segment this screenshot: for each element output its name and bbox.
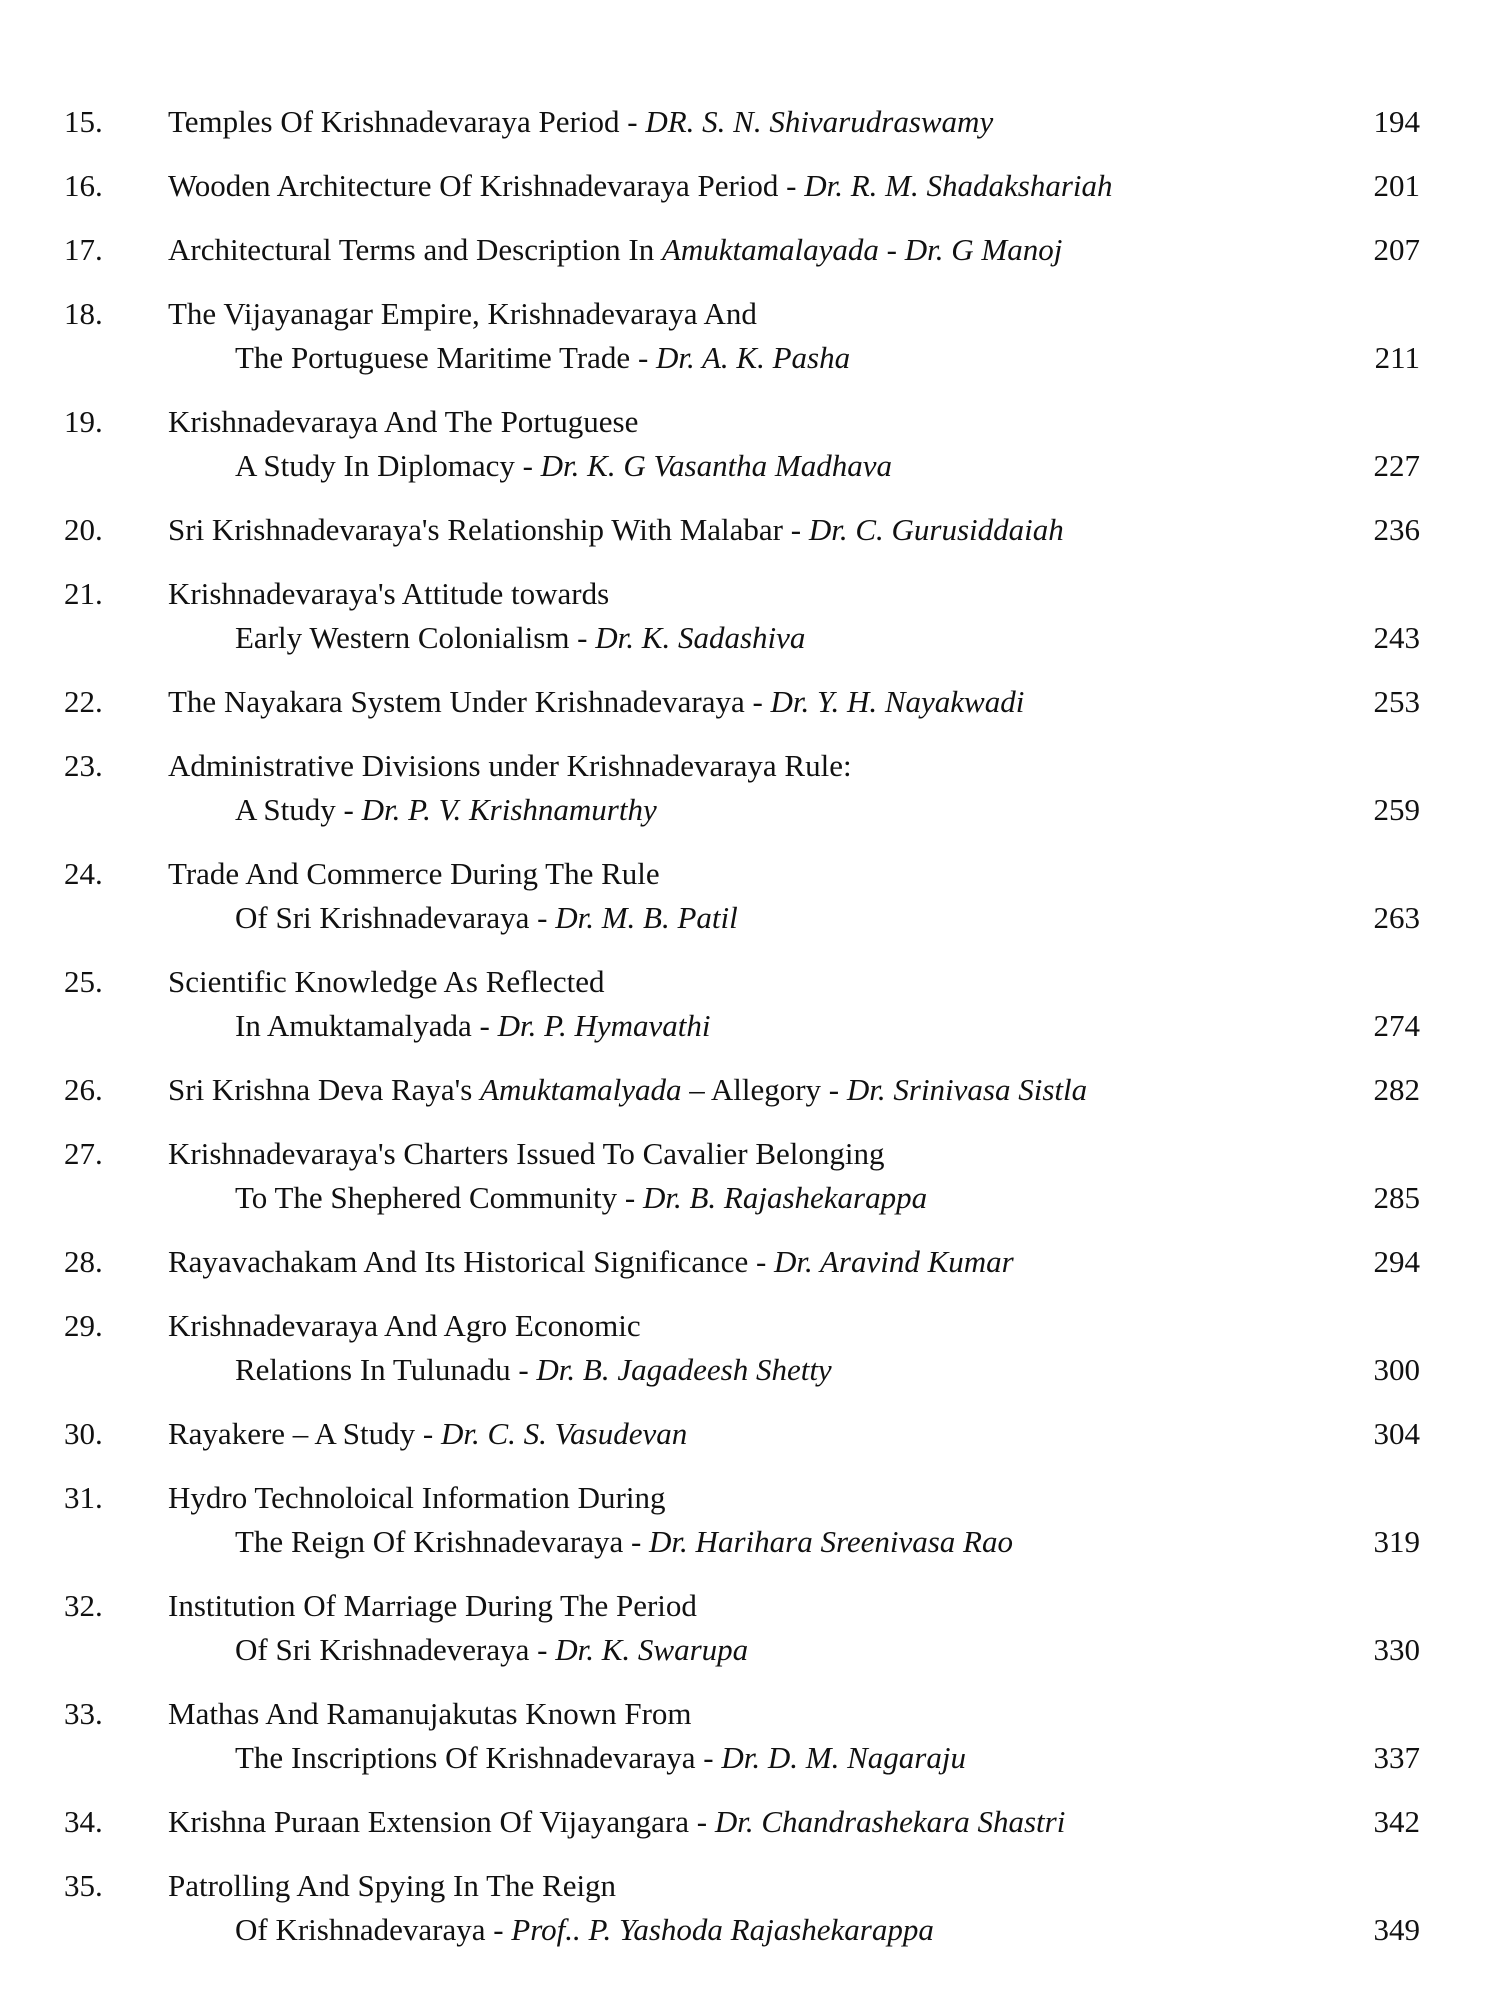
toc-entry xyxy=(0,1864,1500,1972)
entry-number: 19. xyxy=(64,404,103,439)
entry-page-number: 236 xyxy=(1373,512,1420,547)
toc-entry xyxy=(0,1068,1500,1132)
entry-author: Dr. A. K. Pasha xyxy=(656,340,851,375)
entry-page-number: 330 xyxy=(1373,1632,1420,1667)
entry-number: 27. xyxy=(64,1136,103,1171)
entry-page-number: 294 xyxy=(1373,1244,1420,1279)
entry-title-continued xyxy=(235,616,805,660)
toc-entry xyxy=(0,1692,1500,1800)
entry-title: Institution Of Marriage During The Period xyxy=(168,1588,697,1623)
entry-title-text: The Inscriptions Of Krishnadevaraya - xyxy=(235,1740,722,1775)
entry-page-number: 342 xyxy=(1373,1804,1420,1839)
entry-title: Patrolling And Spying In The Reign xyxy=(168,1868,617,1903)
entry-number: 17. xyxy=(64,232,103,267)
entry-page-number: 253 xyxy=(1373,684,1420,719)
entry-title-continued xyxy=(235,1176,927,1220)
toc-entry xyxy=(0,228,1500,292)
entry-title: Krishnadevaraya And Agro Economic xyxy=(168,1308,641,1343)
entry-title xyxy=(168,508,1064,552)
entry-page-number: 337 xyxy=(1373,1740,1420,1775)
entry-title-continued xyxy=(235,1520,1013,1564)
entry-title-text: A Study - xyxy=(235,792,362,827)
entry-author: Dr. C. S. Vasudevan xyxy=(440,1416,688,1451)
entry-title: Scientific Knowledge As Reflected xyxy=(168,964,605,999)
entry-title-continued xyxy=(235,1908,934,1952)
entry-page-number: 227 xyxy=(1373,448,1420,483)
entry-title-text: The Portuguese Maritime Trade - xyxy=(235,340,657,375)
toc-entry xyxy=(0,852,1500,960)
entry-title-text: In Amuktamalyada - xyxy=(235,1008,498,1043)
entry-page-number: 304 xyxy=(1373,1416,1420,1451)
entry-number: 33. xyxy=(64,1696,103,1731)
toc-entry xyxy=(0,1240,1500,1304)
entry-title-text: Rayakere – A Study - xyxy=(168,1416,441,1451)
entry-title-text: – Allegory - xyxy=(681,1072,847,1107)
entry-title-text: Sri Krishna Deva Raya's xyxy=(168,1072,481,1107)
entry-title-continued xyxy=(235,1004,711,1048)
entry-author: Dr. R. M. Shadakshariah xyxy=(804,168,1113,203)
entry-title-text: Of Sri Krishnadeveraya - xyxy=(235,1632,556,1667)
entry-title-text: Rayavachakam And Its Historical Significance - xyxy=(168,1244,775,1279)
toc-entry xyxy=(0,1132,1500,1240)
entry-title-continued xyxy=(235,1736,966,1780)
entry-title xyxy=(168,680,1024,724)
entry-number: 29. xyxy=(64,1308,103,1343)
entry-title: Mathas And Ramanujakutas Known From xyxy=(168,1696,692,1731)
entry-title-continued xyxy=(235,896,738,940)
table-of-contents xyxy=(0,100,1500,1972)
toc-entry xyxy=(0,1412,1500,1476)
entry-number: 30. xyxy=(64,1416,103,1451)
entry-title-continued xyxy=(235,336,850,380)
entry-page-number: 300 xyxy=(1373,1352,1420,1387)
entry-number: 23. xyxy=(64,748,103,783)
entry-title-text: The Nayakara System Under Krishnadevaraya - xyxy=(168,684,771,719)
entry-number: 20. xyxy=(64,512,103,547)
entry-author: DR. S. N. Shivarudraswamy xyxy=(645,104,994,139)
entry-number: 21. xyxy=(64,576,103,611)
entry-number: 32. xyxy=(64,1588,103,1623)
toc-entry xyxy=(0,680,1500,744)
entry-title-text: Wooden Architecture Of Krishnadevaraya Period - xyxy=(168,168,805,203)
entry-title-text: Architectural Terms and Description In xyxy=(168,232,662,267)
entry-title-text: Krishna Puraan Extension Of Vijayangara - xyxy=(168,1804,715,1839)
entry-title: Krishnadevaraya And The Portuguese xyxy=(168,404,639,439)
entry-title-text: Of Krishnadevaraya - xyxy=(235,1912,512,1947)
entry-title: Hydro Technoloical Information During xyxy=(168,1480,666,1515)
entry-author: Dr. M. B. Patil xyxy=(555,900,738,935)
toc-entry xyxy=(0,292,1500,400)
entry-page-number: 349 xyxy=(1373,1912,1420,1947)
entry-author: Dr. K. Sadashiva xyxy=(595,620,806,655)
entry-title-text: Early Western Colonialism - xyxy=(235,620,596,655)
entry-page-number: 274 xyxy=(1373,1008,1420,1043)
entry-title xyxy=(168,1800,1065,1844)
toc-entry xyxy=(0,508,1500,572)
entry-title-continued xyxy=(235,1628,748,1672)
entry-author: Dr. P. Hymavathi xyxy=(497,1008,711,1043)
toc-entry xyxy=(0,572,1500,680)
entry-number: 31. xyxy=(64,1480,103,1515)
entry-author: Dr. Srinivasa Sistla xyxy=(846,1072,1088,1107)
entry-page-number: 259 xyxy=(1373,792,1420,827)
entry-author: Prof.. P. Yashoda Rajashekarappa xyxy=(511,1912,934,1947)
entry-author: Dr. K. G Vasantha Madhava xyxy=(540,448,893,483)
entry-title-text: The Reign Of Krishnadevaraya - xyxy=(235,1524,650,1559)
toc-entry xyxy=(0,164,1500,228)
entry-author: Dr. K. Swarupa xyxy=(555,1632,749,1667)
entry-work-title: Amuktamalyada xyxy=(480,1072,682,1107)
entry-author: Dr. C. Gurusiddaiah xyxy=(808,512,1064,547)
toc-entry xyxy=(0,1800,1500,1864)
entry-number: 25. xyxy=(64,964,103,999)
toc-entry xyxy=(0,1476,1500,1584)
entry-page-number: 263 xyxy=(1373,900,1420,935)
entry-title-text: Sri Krishnadevaraya's Relationship With Malabar - xyxy=(168,512,809,547)
entry-title-continued xyxy=(235,788,657,832)
entry-title-text: Temples Of Krishnadevaraya Period - xyxy=(168,104,646,139)
entry-title-text: Relations In Tulunadu - xyxy=(235,1352,537,1387)
entry-title-text: A Study In Diplomacy - xyxy=(235,448,541,483)
entry-author: Amuktamalayada - Dr. G Manoj xyxy=(661,232,1063,267)
entry-page-number: 243 xyxy=(1373,620,1420,655)
toc-entry xyxy=(0,1584,1500,1692)
entry-author: Dr. Chandrashekara Shastri xyxy=(714,1804,1066,1839)
toc-entry xyxy=(0,744,1500,852)
entry-author: Dr. D. M. Nagaraju xyxy=(721,1740,966,1775)
entry-title-continued xyxy=(235,1348,832,1392)
entry-page-number: 211 xyxy=(1374,340,1420,375)
toc-entry xyxy=(0,960,1500,1068)
entry-page-number: 201 xyxy=(1373,168,1420,203)
entry-author: Dr. Harihara Sreenivasa Rao xyxy=(649,1524,1013,1559)
entry-author: Dr. B. Jagadeesh Shetty xyxy=(536,1352,832,1387)
entry-page-number: 194 xyxy=(1373,104,1420,139)
entry-number: 16. xyxy=(64,168,103,203)
toc-entry xyxy=(0,400,1500,508)
entry-title xyxy=(168,1068,1087,1112)
entry-page-number: 285 xyxy=(1373,1180,1420,1215)
entry-title-continued xyxy=(235,444,892,488)
entry-author: Dr. Aravind Kumar xyxy=(774,1244,1014,1279)
entry-title-text: Of Sri Krishnadevaraya - xyxy=(235,900,556,935)
entry-number: 18. xyxy=(64,296,103,331)
entry-page-number: 319 xyxy=(1373,1524,1420,1559)
entry-title xyxy=(168,100,993,144)
entry-author: Dr. B. Rajashekarappa xyxy=(642,1180,928,1215)
entry-number: 22. xyxy=(64,684,103,719)
entry-title xyxy=(168,164,1113,208)
entry-number: 35. xyxy=(64,1868,103,1903)
entry-author: Dr. P. V. Krishnamurthy xyxy=(361,792,657,827)
entry-title xyxy=(168,228,1062,272)
entry-title: Administrative Divisions under Krishnadevaraya Rule: xyxy=(168,748,852,783)
entry-number: 26. xyxy=(64,1072,103,1107)
entry-page-number: 282 xyxy=(1373,1072,1420,1107)
entry-number: 28. xyxy=(64,1244,103,1279)
entry-author: Dr. Y. H. Nayakwadi xyxy=(770,684,1025,719)
entry-number: 24. xyxy=(64,856,103,891)
entry-number: 15. xyxy=(64,104,103,139)
entry-title: Trade And Commerce During The Rule xyxy=(168,856,660,891)
entry-number: 34. xyxy=(64,1804,103,1839)
entry-title-text: To The Shephered Community - xyxy=(235,1180,643,1215)
entry-title: Krishnadevaraya's Attitude towards xyxy=(168,576,610,611)
entry-title xyxy=(168,1240,1014,1284)
entry-page-number: 207 xyxy=(1373,232,1420,267)
toc-entry xyxy=(0,1304,1500,1412)
entry-title: The Vijayanagar Empire, Krishnadevaraya And xyxy=(168,296,757,331)
entry-title xyxy=(168,1412,687,1456)
entry-title: Krishnadevaraya's Charters Issued To Cavalier Belonging xyxy=(168,1136,885,1171)
toc-entry xyxy=(0,100,1500,164)
